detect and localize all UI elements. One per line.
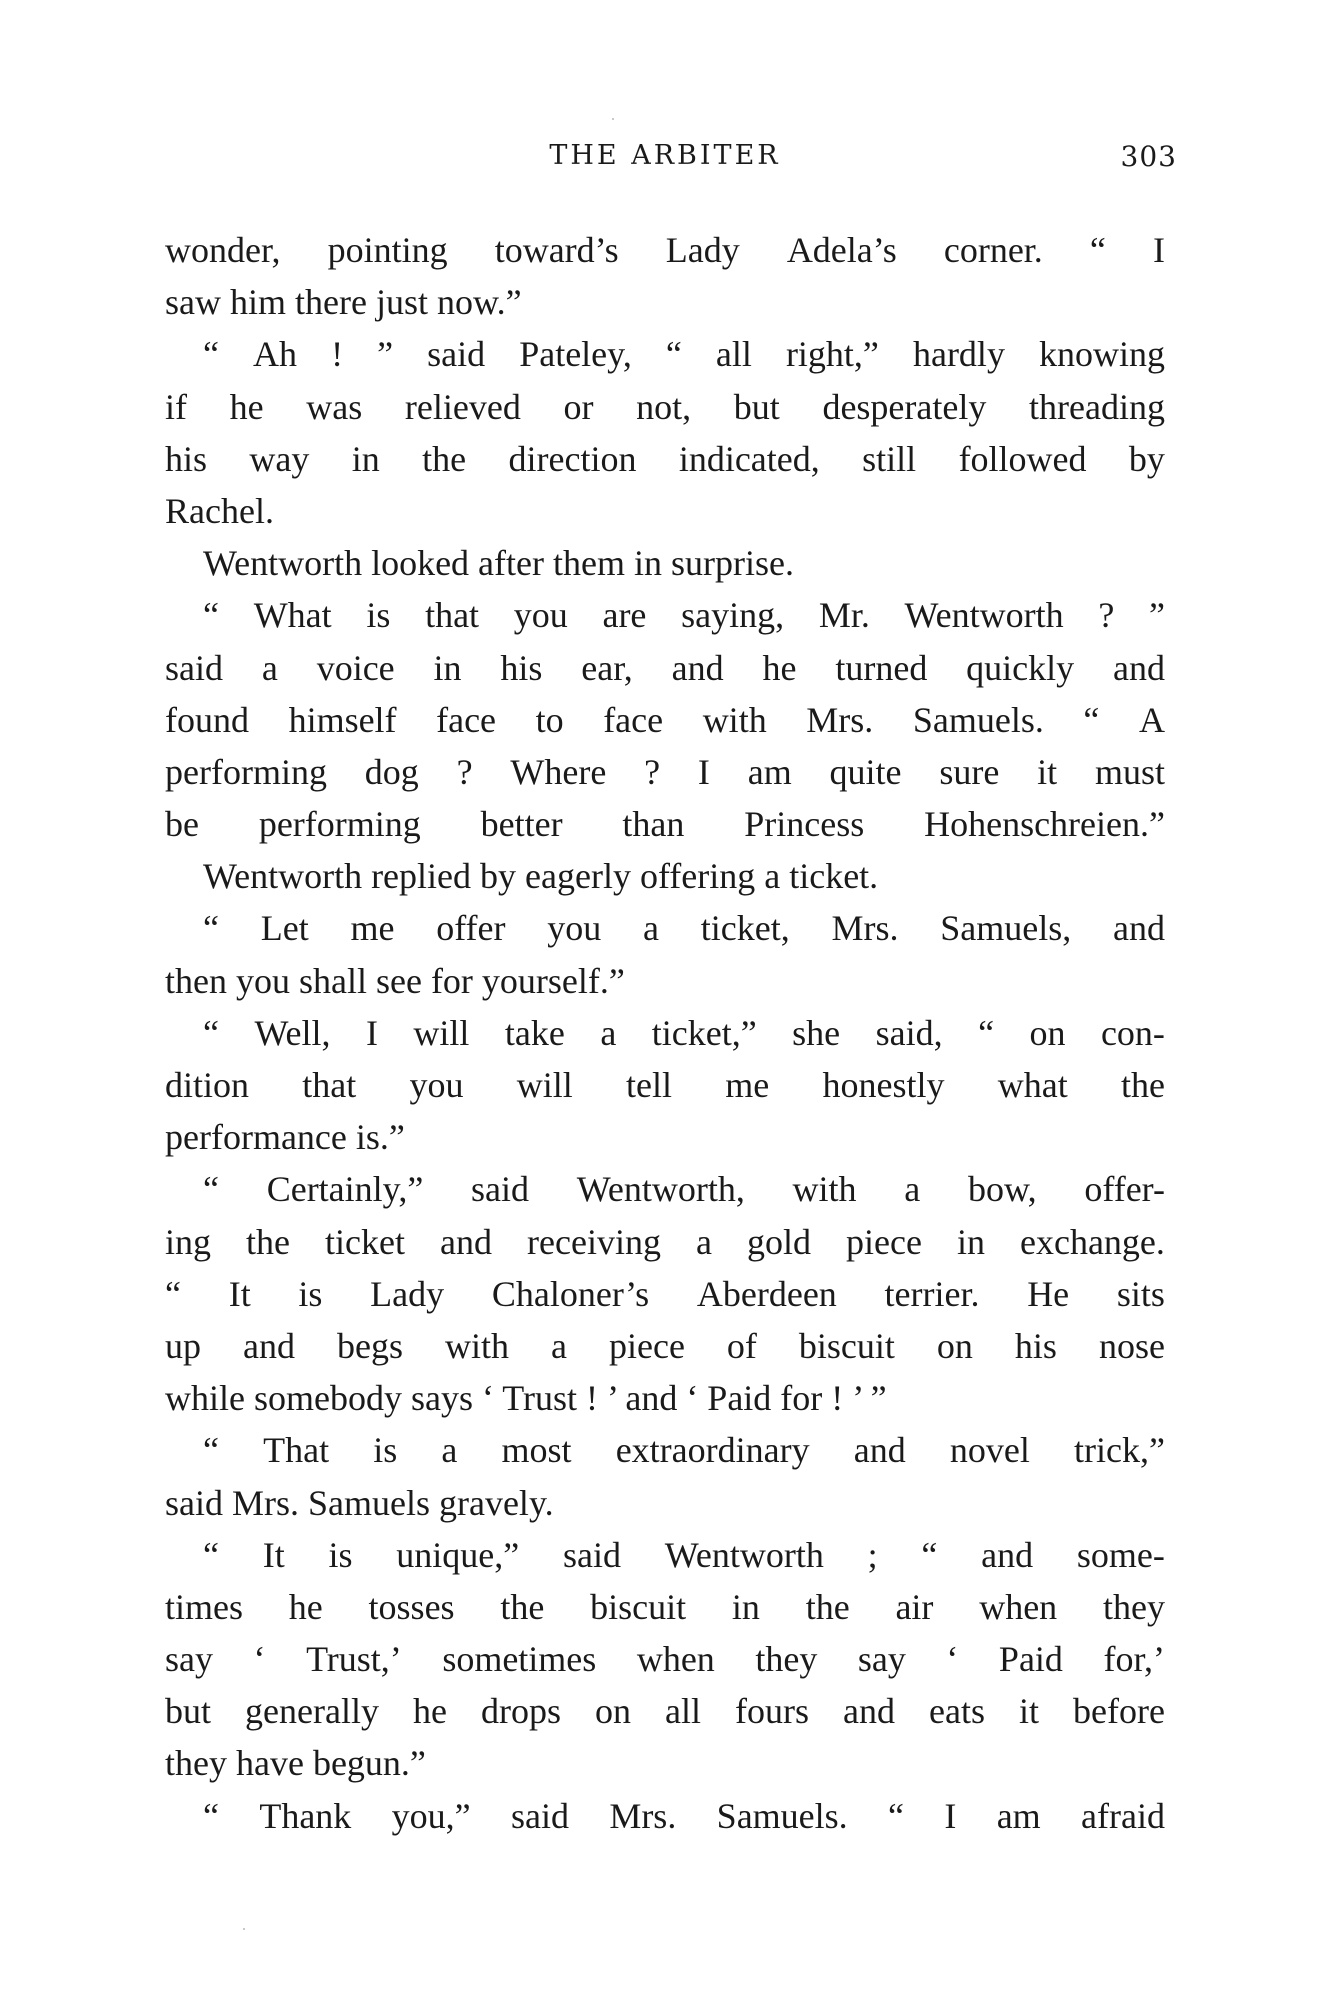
text-word: Wentworth bbox=[904, 595, 1064, 636]
text-word: all bbox=[715, 334, 752, 375]
text-word: turned bbox=[835, 647, 928, 688]
text-word: Samuels, bbox=[940, 908, 1072, 949]
text-word: himself bbox=[288, 699, 397, 740]
text-word: will bbox=[413, 1012, 470, 1053]
text-word: I bbox=[944, 1795, 957, 1836]
text-word: in bbox=[351, 438, 380, 479]
text-word: and bbox=[1112, 908, 1165, 949]
text-word: say bbox=[165, 1639, 213, 1680]
text-word: what bbox=[997, 1065, 1068, 1105]
text-word: It bbox=[228, 1273, 251, 1314]
text-word: ! bbox=[331, 334, 344, 375]
text-word: the bbox=[1120, 1065, 1165, 1105]
text-line bbox=[165, 1633, 1165, 1685]
text-word: unique,” bbox=[396, 1534, 520, 1575]
text-word: quickly bbox=[966, 647, 1075, 688]
text-word: say bbox=[857, 1639, 906, 1680]
text-word: said bbox=[563, 1534, 622, 1575]
text-word: Hohenschreien.” bbox=[924, 804, 1165, 845]
text-word: performing bbox=[258, 804, 421, 845]
text-word: and bbox=[243, 1325, 295, 1366]
text-line bbox=[165, 1320, 1165, 1372]
text-word: followed bbox=[958, 438, 1087, 479]
text-word: sure bbox=[939, 751, 1000, 792]
text-word: offer bbox=[436, 908, 506, 949]
text-word: eats bbox=[929, 1691, 985, 1732]
text-word: ing bbox=[165, 1221, 212, 1262]
text-line: then you shall see for yourself.” bbox=[165, 960, 625, 1001]
text-word: ; bbox=[867, 1534, 878, 1575]
text-word: Well, bbox=[254, 1012, 331, 1053]
text-line: Wentworth looked after them in surprise. bbox=[203, 543, 794, 584]
text-word: sometimes bbox=[442, 1639, 597, 1680]
text-word: a bbox=[904, 1169, 921, 1210]
text-word: ? bbox=[1098, 595, 1115, 636]
text-word: afraid bbox=[1081, 1795, 1165, 1836]
text-word: Mrs. bbox=[806, 699, 874, 740]
text-word: you,” bbox=[391, 1795, 471, 1836]
text-word: “ bbox=[203, 908, 219, 949]
text-word: his bbox=[1014, 1325, 1057, 1366]
text-word: con- bbox=[1100, 1012, 1165, 1053]
text-word: was bbox=[306, 386, 363, 427]
text-word: the bbox=[422, 438, 467, 479]
text-word: “ bbox=[978, 1012, 995, 1053]
text-word: of bbox=[726, 1325, 757, 1366]
text-word: it bbox=[1019, 1691, 1040, 1732]
text-word: not, bbox=[636, 386, 692, 427]
text-word: Let bbox=[260, 908, 309, 949]
text-word: That bbox=[263, 1430, 330, 1471]
text-word: is bbox=[373, 1430, 398, 1471]
running-title: THE ARBITER bbox=[549, 140, 781, 171]
text-word: they bbox=[1102, 1586, 1165, 1627]
text-word: A bbox=[1138, 699, 1165, 740]
text-word: desperately bbox=[822, 386, 987, 427]
text-word: He bbox=[1027, 1273, 1070, 1314]
text-line bbox=[165, 642, 1165, 694]
text-word: and bbox=[853, 1430, 906, 1471]
text-word: It bbox=[262, 1534, 285, 1575]
text-word: “ bbox=[203, 1430, 219, 1471]
text-word: generally bbox=[245, 1691, 379, 1732]
text-word: and bbox=[440, 1221, 492, 1262]
text-word: pointing bbox=[327, 230, 448, 270]
text-word: gold bbox=[746, 1221, 811, 1262]
text-word: Chaloner’s bbox=[491, 1273, 650, 1314]
text-word: in bbox=[433, 647, 462, 688]
text-line bbox=[165, 328, 1165, 380]
text-word: quite bbox=[829, 751, 902, 792]
page-header bbox=[165, 140, 1177, 180]
text-word: all bbox=[665, 1691, 701, 1732]
text-word: Princess bbox=[744, 804, 865, 845]
text-word: tell bbox=[626, 1065, 672, 1105]
text-line bbox=[165, 798, 1165, 850]
text-word: and bbox=[981, 1534, 1034, 1575]
text-word: still bbox=[862, 438, 917, 479]
text-word: Pateley, bbox=[519, 334, 632, 375]
paper-speck bbox=[612, 118, 614, 120]
text-word: or bbox=[563, 386, 594, 427]
text-word: found bbox=[165, 699, 249, 740]
text-word: when bbox=[636, 1639, 715, 1680]
text-word: Lady bbox=[370, 1273, 445, 1314]
text-word: tosses bbox=[368, 1586, 455, 1627]
text-word: said bbox=[165, 647, 223, 688]
text-word: she bbox=[792, 1012, 841, 1053]
text-word: saying, bbox=[681, 595, 785, 636]
text-word: Trust,’ bbox=[306, 1639, 402, 1680]
text-word: ” bbox=[377, 334, 394, 375]
text-word: ‘ bbox=[253, 1639, 266, 1680]
text-word: and bbox=[1113, 647, 1165, 688]
text-word: me bbox=[725, 1065, 770, 1105]
text-word: trick,” bbox=[1073, 1430, 1165, 1471]
text-word: a bbox=[551, 1325, 567, 1366]
text-word: “ bbox=[203, 1534, 219, 1575]
text-word: are bbox=[602, 595, 647, 636]
text-line bbox=[165, 902, 1165, 954]
text-word: said bbox=[510, 1795, 569, 1836]
text-word: Adela’s bbox=[786, 230, 897, 270]
text-line bbox=[165, 1424, 1165, 1476]
text-word: on bbox=[1029, 1012, 1066, 1053]
text-word: terrier. bbox=[884, 1273, 980, 1314]
text-word: dition bbox=[165, 1065, 250, 1105]
text-word: relieved bbox=[404, 386, 521, 427]
text-word: when bbox=[979, 1586, 1058, 1627]
text-word: his bbox=[165, 438, 208, 479]
text-word: Lady bbox=[665, 230, 740, 270]
text-word: to bbox=[535, 699, 564, 740]
text-word: if bbox=[165, 386, 187, 427]
text-word: be bbox=[165, 804, 199, 845]
text-word: take bbox=[504, 1012, 565, 1053]
text-word: “ bbox=[1083, 699, 1100, 740]
text-word: Certainly,” bbox=[266, 1169, 424, 1210]
text-word: on bbox=[936, 1325, 973, 1366]
text-word: “ bbox=[203, 1169, 219, 1210]
text-word: before bbox=[1073, 1691, 1165, 1732]
text-line bbox=[165, 1685, 1165, 1737]
text-word: in bbox=[956, 1221, 985, 1262]
text-word: is bbox=[366, 595, 391, 636]
text-line bbox=[165, 1790, 1165, 1842]
text-word: corner. bbox=[943, 230, 1043, 270]
text-line bbox=[165, 746, 1165, 798]
text-word: voice bbox=[316, 647, 395, 688]
text-word: with bbox=[702, 699, 767, 740]
text-line bbox=[165, 433, 1165, 485]
text-word: offer- bbox=[1084, 1169, 1165, 1210]
text-word: said, bbox=[875, 1012, 943, 1053]
text-line bbox=[165, 1007, 1165, 1059]
text-word: begs bbox=[336, 1325, 403, 1366]
text-line bbox=[165, 1163, 1165, 1215]
text-word: exchange. bbox=[1019, 1221, 1165, 1262]
text-word: am bbox=[747, 751, 792, 792]
text-word: a bbox=[643, 908, 659, 949]
text-word: in bbox=[731, 1586, 760, 1627]
text-word: nose bbox=[1098, 1325, 1165, 1366]
text-word: said bbox=[471, 1169, 530, 1210]
text-word: the bbox=[805, 1586, 850, 1627]
text-word: he bbox=[229, 386, 264, 427]
text-word: and bbox=[843, 1691, 896, 1732]
text-word: Samuels. bbox=[716, 1795, 848, 1836]
text-word: Aberdeen bbox=[696, 1273, 837, 1314]
text-word: am bbox=[996, 1795, 1041, 1836]
text-word: and bbox=[671, 647, 724, 688]
text-word: with bbox=[444, 1325, 509, 1366]
text-word: dog bbox=[364, 751, 419, 792]
text-word: most bbox=[501, 1430, 572, 1471]
text-word: Mr. bbox=[818, 595, 870, 636]
text-word: by bbox=[1128, 438, 1165, 479]
text-line: Rachel. bbox=[165, 490, 274, 531]
text-word: way bbox=[249, 438, 310, 479]
text-word: on bbox=[595, 1691, 631, 1732]
text-word: “ bbox=[921, 1534, 938, 1575]
text-word: biscuit bbox=[590, 1586, 687, 1627]
text-word: Ah bbox=[253, 334, 298, 375]
text-word: that bbox=[302, 1065, 357, 1105]
text-word: Samuels. bbox=[912, 699, 1044, 740]
text-word: up bbox=[165, 1325, 201, 1366]
text-word: “ bbox=[203, 595, 219, 636]
text-word: a bbox=[600, 1012, 617, 1053]
text-word: “ bbox=[165, 1273, 181, 1314]
text-line bbox=[165, 589, 1165, 641]
text-word: I bbox=[697, 751, 710, 792]
text-word: is bbox=[298, 1273, 323, 1314]
text-word: I bbox=[1152, 230, 1165, 270]
text-word: times bbox=[165, 1586, 243, 1627]
text-word: me bbox=[350, 908, 395, 949]
text-line bbox=[165, 1581, 1165, 1633]
text-word: ? bbox=[644, 751, 661, 792]
text-word: the bbox=[246, 1221, 291, 1262]
text-word: piece bbox=[846, 1221, 922, 1262]
text-word: “ bbox=[203, 1012, 219, 1053]
text-line bbox=[165, 381, 1165, 433]
text-word: a bbox=[261, 647, 278, 688]
text-word: What bbox=[253, 595, 332, 636]
text-word: “ bbox=[665, 334, 682, 375]
text-word: performing bbox=[165, 751, 327, 792]
text-word: “ bbox=[888, 1795, 904, 1836]
text-word: ear, bbox=[581, 647, 633, 688]
text-word: he bbox=[762, 647, 797, 688]
text-word: Paid bbox=[998, 1639, 1063, 1680]
text-word: toward’s bbox=[494, 230, 619, 270]
text-word: Wentworth bbox=[664, 1534, 824, 1575]
text-word: ticket, bbox=[700, 908, 790, 949]
text-word: face bbox=[436, 699, 497, 740]
text-word: with bbox=[792, 1169, 857, 1210]
text-word: novel bbox=[949, 1430, 1030, 1471]
text-word: ? bbox=[456, 751, 473, 792]
text-word: for,’ bbox=[1103, 1639, 1165, 1680]
text-word: will bbox=[516, 1065, 573, 1105]
text-word: “ bbox=[1089, 230, 1106, 270]
text-word: right,” bbox=[785, 334, 879, 375]
text-word: is bbox=[328, 1534, 353, 1575]
text-word: a bbox=[695, 1221, 712, 1262]
text-word: drops bbox=[480, 1691, 561, 1732]
text-word: knowing bbox=[1038, 334, 1165, 375]
text-line bbox=[165, 224, 1165, 276]
text-word: Wentworth, bbox=[576, 1169, 745, 1210]
text-word: fours bbox=[735, 1691, 810, 1732]
text-word: you bbox=[513, 595, 568, 636]
text-line bbox=[165, 1059, 1165, 1111]
text-word: honestly bbox=[822, 1065, 945, 1105]
text-word: ticket bbox=[325, 1221, 405, 1262]
text-word: ticket,” bbox=[651, 1012, 757, 1053]
text-line: saw him there just now.” bbox=[165, 282, 522, 323]
text-line: Wentworth replied by eagerly offering a ticket. bbox=[203, 856, 879, 897]
text-word: piece bbox=[608, 1325, 685, 1366]
text-word: the bbox=[500, 1586, 545, 1627]
text-line bbox=[165, 1216, 1165, 1268]
text-word: air bbox=[895, 1586, 934, 1627]
text-word: you bbox=[409, 1065, 464, 1105]
text-word: threading bbox=[1029, 386, 1165, 427]
text-word: it bbox=[1037, 751, 1058, 792]
text-word: that bbox=[425, 595, 480, 636]
page-number: 303 bbox=[1120, 140, 1177, 173]
text-word: he bbox=[412, 1691, 447, 1732]
text-word: his bbox=[500, 647, 543, 688]
paper-speck bbox=[243, 1928, 245, 1930]
text-word: Mrs. bbox=[609, 1795, 677, 1836]
text-word: said bbox=[427, 334, 486, 375]
text-line bbox=[165, 694, 1165, 746]
text-word: “ bbox=[203, 1795, 219, 1836]
text-word: Mrs. bbox=[831, 908, 899, 949]
text-word: must bbox=[1094, 751, 1165, 792]
text-word: some- bbox=[1076, 1534, 1165, 1575]
text-word: you bbox=[547, 908, 602, 949]
text-word: wonder, bbox=[165, 230, 281, 270]
text-word: better bbox=[480, 804, 563, 845]
text-word: sits bbox=[1116, 1273, 1165, 1314]
text-word: face bbox=[603, 699, 664, 740]
text-line: said Mrs. Samuels gravely. bbox=[165, 1482, 554, 1523]
text-word: indicated, bbox=[678, 438, 820, 479]
text-word: I bbox=[365, 1012, 378, 1053]
text-word: Thank bbox=[259, 1795, 352, 1836]
text-line bbox=[165, 1529, 1165, 1581]
body-text bbox=[165, 224, 1165, 1842]
text-word: biscuit bbox=[798, 1325, 895, 1366]
text-word: but bbox=[165, 1691, 212, 1732]
text-word: but bbox=[733, 386, 780, 427]
text-word: a bbox=[441, 1430, 458, 1471]
text-line: performance is.” bbox=[165, 1117, 405, 1158]
text-line bbox=[165, 1268, 1165, 1320]
text-word: direction bbox=[508, 438, 637, 479]
text-word: Where bbox=[510, 751, 607, 792]
text-line: while somebody says ‘ Trust ! ’ and ‘ Paid for ! ’ ” bbox=[165, 1378, 887, 1419]
text-word: ‘ bbox=[946, 1639, 959, 1680]
text-word: hardly bbox=[912, 334, 1005, 375]
text-word: “ bbox=[203, 334, 219, 375]
text-word: receiving bbox=[527, 1221, 661, 1262]
text-word: than bbox=[622, 804, 685, 845]
text-word: ” bbox=[1149, 595, 1165, 636]
text-word: extraordinary bbox=[615, 1430, 810, 1471]
text-word: bow, bbox=[967, 1169, 1037, 1210]
text-word: he bbox=[288, 1586, 323, 1627]
text-word: they bbox=[755, 1639, 818, 1680]
text-line: they have begun.” bbox=[165, 1743, 426, 1784]
